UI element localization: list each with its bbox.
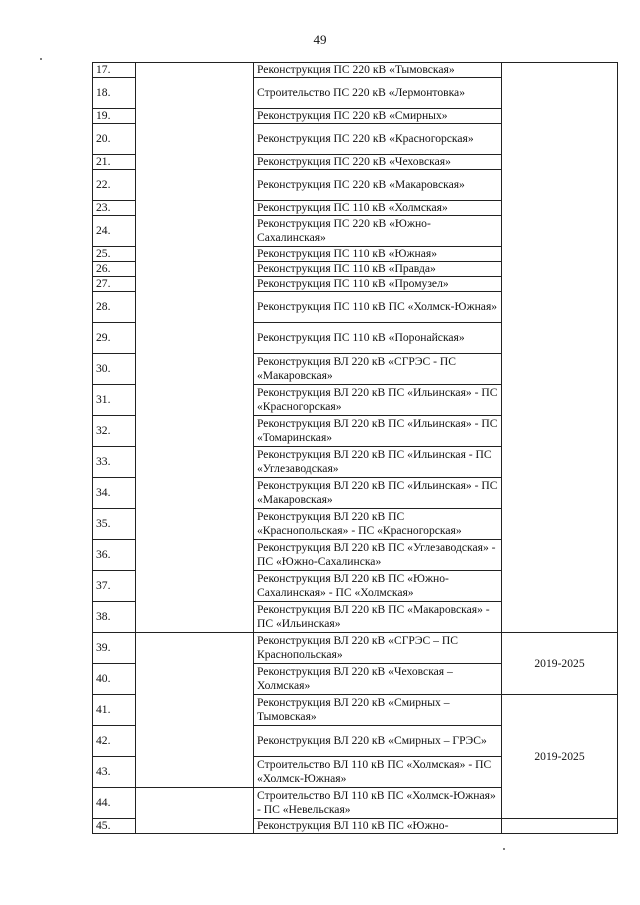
project-name: Реконструкция ПС 220 кВ «Тымовская» [254, 63, 502, 78]
project-name: Реконструкция ПС 110 кВ «Холмская» [254, 201, 502, 216]
row-number: 30. [93, 354, 136, 385]
row-number: 39. [93, 633, 136, 664]
period-cell: 2019-2025 [502, 633, 618, 695]
table-row [93, 63, 618, 78]
row-number: 36. [93, 540, 136, 571]
row-number: 18. [93, 78, 136, 109]
project-name: Реконструкция ПС 220 кВ «Красногорская» [254, 124, 502, 155]
project-name: Реконструкция ВЛ 110 кВ ПС «Южно- [254, 819, 502, 834]
row-number: 25. [93, 247, 136, 262]
project-name: Реконструкция ВЛ 220 кВ «Чеховская – Холмская» [254, 664, 502, 695]
row-number: 34. [93, 478, 136, 509]
project-name: Строительство ПС 220 кВ «Лермонтовка» [254, 78, 502, 109]
row-number: 38. [93, 602, 136, 633]
row-number: 28. [93, 292, 136, 323]
project-name: Реконструкция ПС 220 кВ «Макаровская» [254, 170, 502, 201]
project-name: Реконструкция ПС 220 кВ «Чеховская» [254, 155, 502, 170]
project-name: Строительство ВЛ 110 кВ ПС «Холмск-Южная» - ПС «Невельская» [254, 788, 502, 819]
project-name: Реконструкция ПС 110 кВ «Поронайская» [254, 323, 502, 354]
project-name: Реконструкция ВЛ 220 кВ ПС «Ильинская - ПС «Углезаводская» [254, 447, 502, 478]
row-number: 21. [93, 155, 136, 170]
project-name: Реконструкция ВЛ 220 кВ «Смирных – ГРЭС» [254, 726, 502, 757]
row-number: 33. [93, 447, 136, 478]
project-name: Реконструкция ВЛ 220 кВ «СГРЭС – ПС Краснопольская» [254, 633, 502, 664]
row-number: 26. [93, 262, 136, 277]
row-number: 29. [93, 323, 136, 354]
project-name: Реконструкция ВЛ 220 кВ ПС «Краснопольская» - ПС «Красногорская» [254, 509, 502, 540]
project-name: Реконструкция ВЛ 220 кВ «Смирных – Тымовская» [254, 695, 502, 726]
project-name: Реконструкция ВЛ 220 кВ ПС «Ильинская» - ПС «Красногорская» [254, 385, 502, 416]
row-number: 40. [93, 664, 136, 695]
page-number: 49 [313, 32, 327, 47]
period-cell: 2019-2025 [502, 695, 618, 819]
period-cell [502, 819, 618, 834]
row-number: 32. [93, 416, 136, 447]
project-name: Строительство ВЛ 110 кВ ПС «Холмская» - ПС «Холмск-Южная» [254, 757, 502, 788]
project-name: Реконструкция ПС 110 кВ ПС «Холмск-Южная» [254, 292, 502, 323]
project-name: Реконструкция ПС 110 кВ «Промузел» [254, 277, 502, 292]
project-name: Реконструкция ПС 110 кВ «Правда» [254, 262, 502, 277]
row-number: 31. [93, 385, 136, 416]
organization-cell [136, 788, 254, 834]
row-number: 35. [93, 509, 136, 540]
row-number: 20. [93, 124, 136, 155]
project-name: Реконструкция ВЛ 220 кВ ПС «Южно-Сахалинская» - ПС «Холмская» [254, 571, 502, 602]
scan-speck [40, 58, 42, 60]
row-number: 22. [93, 170, 136, 201]
scan-speck [503, 848, 505, 850]
project-name: Реконструкция ВЛ 220 кВ ПС «Макаровская» - ПС «Ильинская» [254, 602, 502, 633]
project-name: Реконструкция ВЛ 220 кВ ПС «Ильинская» - ПС «Макаровская» [254, 478, 502, 509]
period-cell [502, 63, 618, 633]
row-number: 17. [93, 63, 136, 78]
project-name: Реконструкция ПС 220 кВ «Смирных» [254, 109, 502, 124]
row-number: 43. [93, 757, 136, 788]
organization-cell [136, 633, 254, 788]
row-number: 27. [93, 277, 136, 292]
row-number: 42. [93, 726, 136, 757]
row-number: 37. [93, 571, 136, 602]
project-name: Реконструкция ВЛ 220 кВ ПС «Ильинская» - ПС «Томаринская» [254, 416, 502, 447]
project-name: Реконструкция ПС 220 кВ «Южно-Сахалинская» [254, 216, 502, 247]
row-number: 19. [93, 109, 136, 124]
row-number: 24. [93, 216, 136, 247]
projects-table [92, 62, 618, 834]
project-name: Реконструкция ПС 110 кВ «Южная» [254, 247, 502, 262]
row-number: 23. [93, 201, 136, 216]
row-number: 44. [93, 788, 136, 819]
row-number: 41. [93, 695, 136, 726]
project-name: Реконструкция ВЛ 220 кВ ПС «Углезаводская» - ПС «Южно-Сахалинска» [254, 540, 502, 571]
row-number: 45. [93, 819, 136, 834]
organization-cell [136, 63, 254, 633]
table-row [93, 633, 618, 664]
project-name: Реконструкция ВЛ 220 кВ «СГРЭС - ПС «Макаровская» [254, 354, 502, 385]
